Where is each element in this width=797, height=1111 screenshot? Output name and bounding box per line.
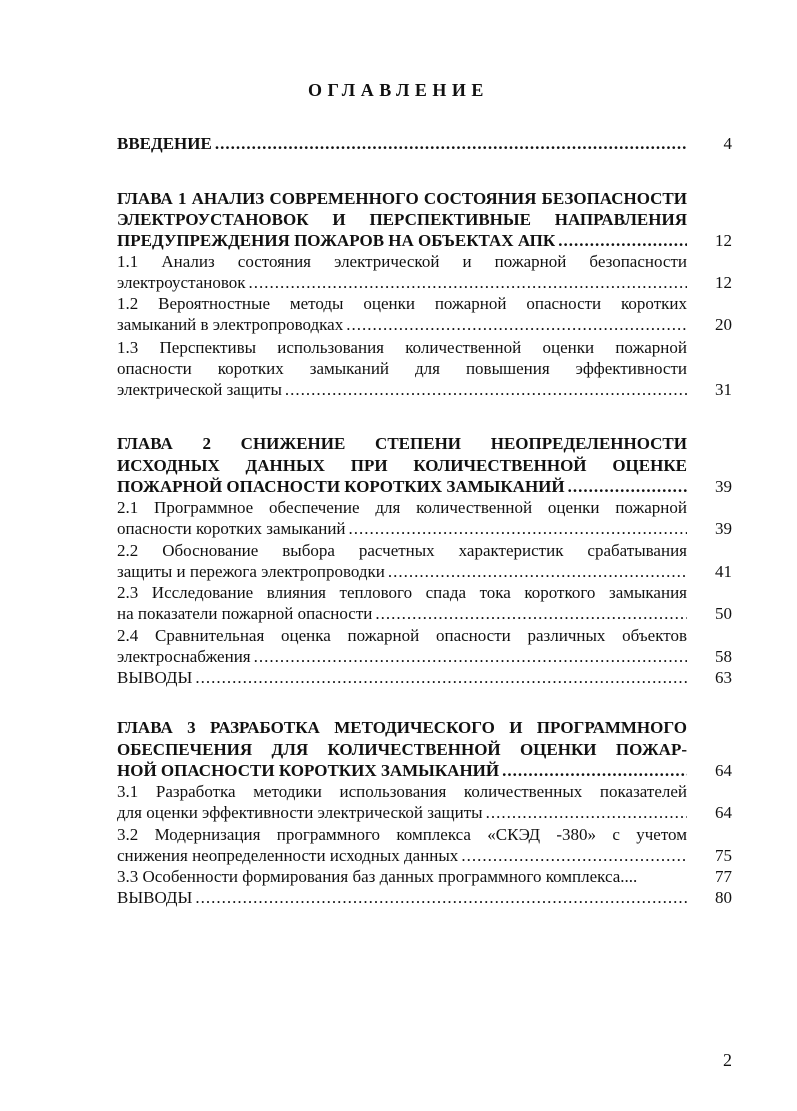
dot-leader <box>558 230 687 251</box>
section-line: 3.3 Особенности формирования баз данных программного комплекса.... <box>117 867 638 886</box>
toc-title: ОГЛАВЛЕНИЕ <box>308 80 489 100</box>
toc-page-number: 39 <box>715 477 732 496</box>
toc-page-number: 64 <box>715 761 732 780</box>
toc-page-number: 20 <box>715 315 732 334</box>
section-line: ВЫВОДЫ ..... <box>117 887 687 908</box>
toc-page-number: 50 <box>715 604 732 623</box>
section-line: опасности коротких замыканий для повышения эффективности <box>117 359 687 378</box>
toc-page-number: 4 <box>723 134 732 153</box>
toc-page-number: 64 <box>715 803 732 822</box>
section-line: опасности коротких замыканий ..... <box>117 518 687 539</box>
toc-page-number: 39 <box>715 519 732 538</box>
dot-leader <box>195 667 687 688</box>
toc-entry-label: ВВЕДЕНИЕ <box>117 134 212 153</box>
section-line: замыканий в электропроводках ..... <box>117 314 687 335</box>
toc-page-number: 12 <box>715 273 732 292</box>
section-line: защиты и пережога электропроводки ..... <box>117 561 687 582</box>
dot-leader <box>502 760 687 781</box>
toc-page-number: 80 <box>715 888 732 907</box>
section-line: снижения неопределенности исходных данных ..... <box>117 845 687 866</box>
toc-entry-intro <box>117 133 687 154</box>
dot-leader <box>249 272 687 293</box>
toc-page-number: 41 <box>715 562 732 581</box>
toc-page-number: 12 <box>715 231 732 250</box>
section-line: 3.2 Модернизация программного комплекса «СКЭД -380» с учетом <box>117 825 687 844</box>
dot-leader <box>375 603 687 624</box>
dot-leader <box>388 561 687 582</box>
section-line: на показатели пожарной опасности ..... <box>117 603 687 624</box>
section-line: 2.2 Обоснование выбора расчетных характеристик срабатывания <box>117 541 687 560</box>
section-line: 2.4 Сравнительная оценка пожарной опасности различных объектов <box>117 626 687 645</box>
section-line: 1.3 Перспективы использования количественной оценки пожарной <box>117 338 687 357</box>
section-line: для оценки эффективности электрической защиты ..... <box>117 802 687 823</box>
dot-leader <box>486 802 687 823</box>
section-line: электроснабжения ..... <box>117 646 687 667</box>
section-line: 2.1 Программное обеспечение для количественной оценки пожарной <box>117 498 687 517</box>
toc-page-number: 77 <box>715 867 732 886</box>
toc-page-number: 31 <box>715 380 732 399</box>
chapter-heading-line: ОБЕСПЕЧЕНИЯ ДЛЯ КОЛИЧЕСТВЕННОЙ ОЦЕНКИ ПОЖАР- <box>117 740 687 759</box>
section-line: 1.1 Анализ состояния электрической и пожарной безопасности <box>117 252 687 271</box>
chapter-heading-line: ЭЛЕКТРОУСТАНОВОК И ПЕРСПЕКТИВНЫЕ НАПРАВЛЕНИЯ <box>117 210 687 229</box>
chapter-heading-line: НОЙ ОПАСНОСТИ КОРОТКИХ ЗАМЫКАНИЙ ..... <box>117 760 687 781</box>
chapter-heading-line: ГЛАВА 2 СНИЖЕНИЕ СТЕПЕНИ НЕОПРЕДЕЛЕННОСТИ <box>117 434 687 453</box>
chapter-heading-line: ИСХОДНЫХ ДАННЫХ ПРИ КОЛИЧЕСТВЕННОЙ ОЦЕНКЕ <box>117 456 687 475</box>
dot-leader <box>285 379 687 400</box>
chapter-heading-line: ГЛАВА 3 РАЗРАБОТКА МЕТОДИЧЕСКОГО И ПРОГРАММНОГО <box>117 718 687 737</box>
toc-page-number: 63 <box>715 668 732 687</box>
section-line: 1.2 Вероятностные методы оценки пожарной опасности коротких <box>117 294 687 313</box>
chapter-heading-line: ПОЖАРНОЙ ОПАСНОСТИ КОРОТКИХ ЗАМЫКАНИЙ ..... <box>117 476 687 497</box>
dot-leader <box>195 887 687 908</box>
toc-page-number: 58 <box>715 647 732 666</box>
section-line: электрической защиты ..... <box>117 379 687 400</box>
section-line: электроустановок ..... <box>117 272 687 293</box>
page-number: 2 <box>723 1050 732 1070</box>
chapter-heading-line: ПРЕДУПРЕЖДЕНИЯ ПОЖАРОВ НА ОБЪЕКТАХ АПК ..... <box>117 230 687 251</box>
dot-leader <box>349 518 687 539</box>
dot-leader <box>254 646 687 667</box>
toc-page-number: 75 <box>715 846 732 865</box>
chapter-heading-line: ГЛАВА 1 АНАЛИЗ СОВРЕМЕННОГО СОСТОЯНИЯ БЕЗОПАСНОСТИ <box>117 189 687 208</box>
section-line: 2.3 Исследование влияния теплового спада тока короткого замыкания <box>117 583 687 602</box>
dot-leader <box>215 133 687 154</box>
dot-leader <box>346 314 687 335</box>
section-line: ВЫВОДЫ ..... <box>117 667 687 688</box>
dot-leader <box>568 476 687 497</box>
section-line: 3.1 Разработка методики использования количественных показателей <box>117 782 687 801</box>
dot-leader <box>461 845 687 866</box>
